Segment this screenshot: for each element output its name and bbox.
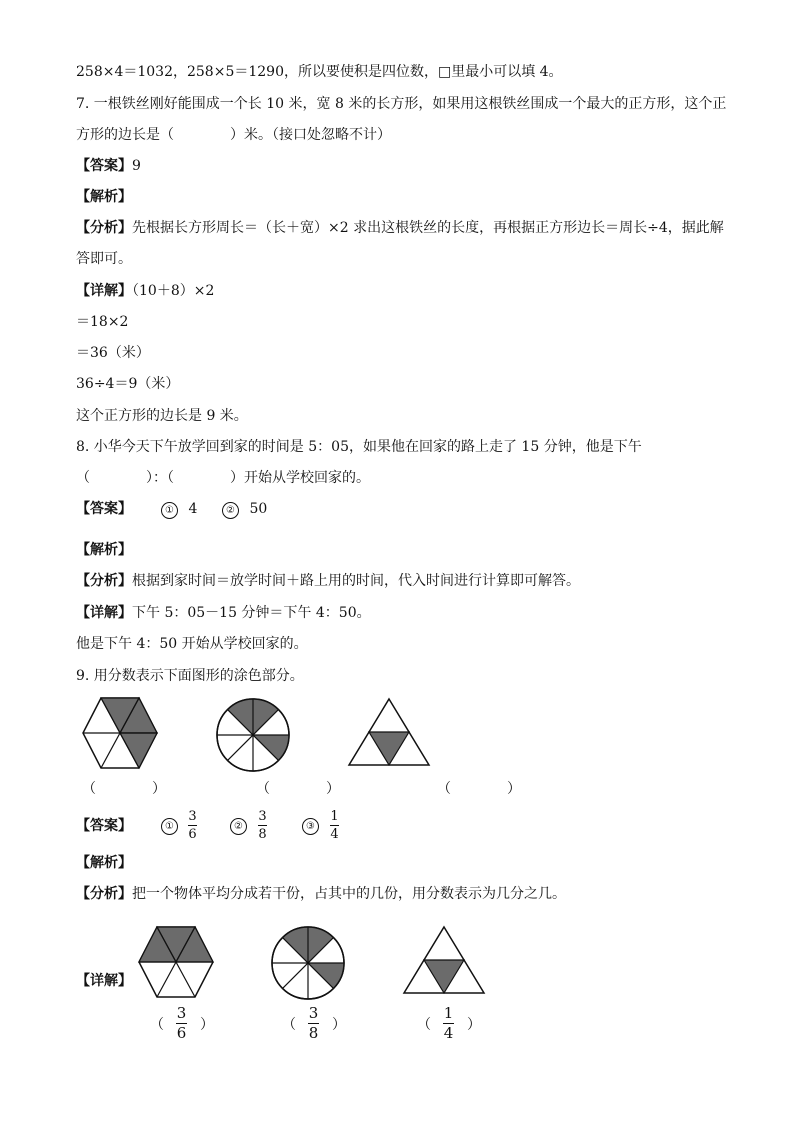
blank-3: （ ） xyxy=(437,781,521,797)
paren-open: （ xyxy=(417,1017,431,1033)
triangle-figure-detail xyxy=(402,925,486,995)
analysis-heading: 【解析】 xyxy=(76,189,132,205)
fenxi-text: 根据到家时间＝放学时间＋路上用的时间，代入时间进行计算即可解答。 xyxy=(132,573,580,589)
denominator: 8 xyxy=(308,1024,319,1042)
answer-value: 9 xyxy=(132,158,141,174)
question-7-fenxi-continued: 答即可。 xyxy=(76,251,132,267)
question-7-text: 7. 一根铁丝刚好能围成一个长 10 米，宽 8 米的长方形，如果用这根铁丝围成一个最大的正方形，这个正 xyxy=(76,96,727,112)
fenxi-tag: 【分析】 xyxy=(76,886,132,902)
question-8-detail xyxy=(76,603,371,623)
denominator: 6 xyxy=(176,1024,187,1042)
triangle-figure xyxy=(347,697,431,767)
paren-close: ） xyxy=(467,1017,481,1033)
question-9-fenxi xyxy=(76,884,566,904)
fraction-bar xyxy=(330,825,339,826)
conclusion: 这个正方形的边长是 9 米。 xyxy=(76,408,248,424)
paren-open: （ xyxy=(150,1017,164,1033)
previous-answer-line: 258×4＝1032，258×5＝1290，所以要使积是四位数，□里最小可以填 4。 xyxy=(76,64,563,80)
numerator: 3 xyxy=(176,1004,187,1022)
denominator: 6 xyxy=(188,827,197,842)
answer-tag: 【答案】 xyxy=(76,158,132,174)
denominator: 4 xyxy=(443,1024,454,1042)
question-8-text-continued: （ ）：（ ）开始从学校回家的。 xyxy=(76,470,370,486)
blank-1: （ ） xyxy=(82,781,166,797)
detail-fraction-2 xyxy=(308,1005,319,1042)
paren-open: （ xyxy=(282,1017,296,1033)
answer-value: 50 xyxy=(249,501,268,517)
hexagon-figure xyxy=(82,696,158,772)
detail-tag: 【详解】 xyxy=(76,605,132,621)
question-7-fenxi xyxy=(76,218,724,238)
answer-item-2 xyxy=(222,499,267,519)
circled-number: ① xyxy=(161,818,178,835)
circled-number: ② xyxy=(222,502,239,519)
numerator: 3 xyxy=(258,809,267,824)
numerator: 1 xyxy=(330,809,339,824)
numerator: 3 xyxy=(188,809,197,824)
circled-number: ③ xyxy=(302,818,319,835)
denominator: 8 xyxy=(258,827,267,842)
detail-tag: 【详解】 xyxy=(76,283,132,299)
circle-figure xyxy=(215,697,291,773)
answer-tag: 【答案】 xyxy=(76,818,132,834)
fenxi-text: 把一个物体平均分成若干份，占其中的几份，用分数表示为几分之几。 xyxy=(132,886,566,902)
paren-close: ） xyxy=(200,1017,214,1033)
numerator: 1 xyxy=(443,1004,454,1022)
analysis-heading: 【解析】 xyxy=(76,855,132,871)
circle-figure-detail xyxy=(270,925,346,1001)
circled-number: ① xyxy=(161,502,178,519)
numerator: 3 xyxy=(308,1004,319,1022)
circled-number: ② xyxy=(230,818,247,835)
question-9-text: 9. 用分数表示下面图形的涂色部分。 xyxy=(76,668,304,684)
question-7-detail xyxy=(76,281,214,301)
answer-tag: 【答案】 xyxy=(76,501,132,517)
calc-step: 36÷4＝9（米） xyxy=(76,376,180,392)
paren-close: ） xyxy=(332,1017,346,1033)
fenxi-tag: 【分析】 xyxy=(76,220,132,236)
detail-fraction-1 xyxy=(176,1005,187,1042)
detail-text: 下午 5：05－15 分钟＝下午 4：50。 xyxy=(132,605,371,621)
fraction-answer-2 xyxy=(258,809,267,842)
denominator: 4 xyxy=(330,827,339,842)
calc-step: ＝18×2 xyxy=(76,314,129,330)
detail-text: （10＋8）×2 xyxy=(132,283,215,299)
calc-step: ＝36（米） xyxy=(76,345,150,361)
detail-fraction-3 xyxy=(443,1005,454,1042)
question-7-text-continued: 方形的边长是（ ）米。（接口处忽略不计） xyxy=(76,127,391,143)
answer-value: 4 xyxy=(188,501,198,517)
question-8-fenxi xyxy=(76,571,580,591)
hexagon-figure-detail xyxy=(138,925,214,1001)
question-7-answer xyxy=(76,156,141,176)
fraction-bar xyxy=(258,825,267,826)
fraction-answer-1 xyxy=(188,809,197,842)
blank-2: （ ） xyxy=(256,781,340,797)
fenxi-text: 先根据长方形周长＝（长＋宽）×2 求出这根铁丝的长度，再根据正方形边长＝周长÷4，据此解 xyxy=(132,220,724,236)
conclusion: 他是下午 4：50 开始从学校回家的。 xyxy=(76,636,308,652)
question-8-text: 8. 小华今天下午放学回到家的时间是 5：05，如果他在回家的路上走了 15 分钟，他是下午 xyxy=(76,439,642,455)
analysis-heading: 【解析】 xyxy=(76,542,132,558)
fraction-answer-3 xyxy=(330,809,339,842)
fraction-bar xyxy=(188,825,197,826)
detail-tag: 【详解】 xyxy=(76,973,132,989)
answer-item-1 xyxy=(161,499,197,519)
fenxi-tag: 【分析】 xyxy=(76,573,132,589)
